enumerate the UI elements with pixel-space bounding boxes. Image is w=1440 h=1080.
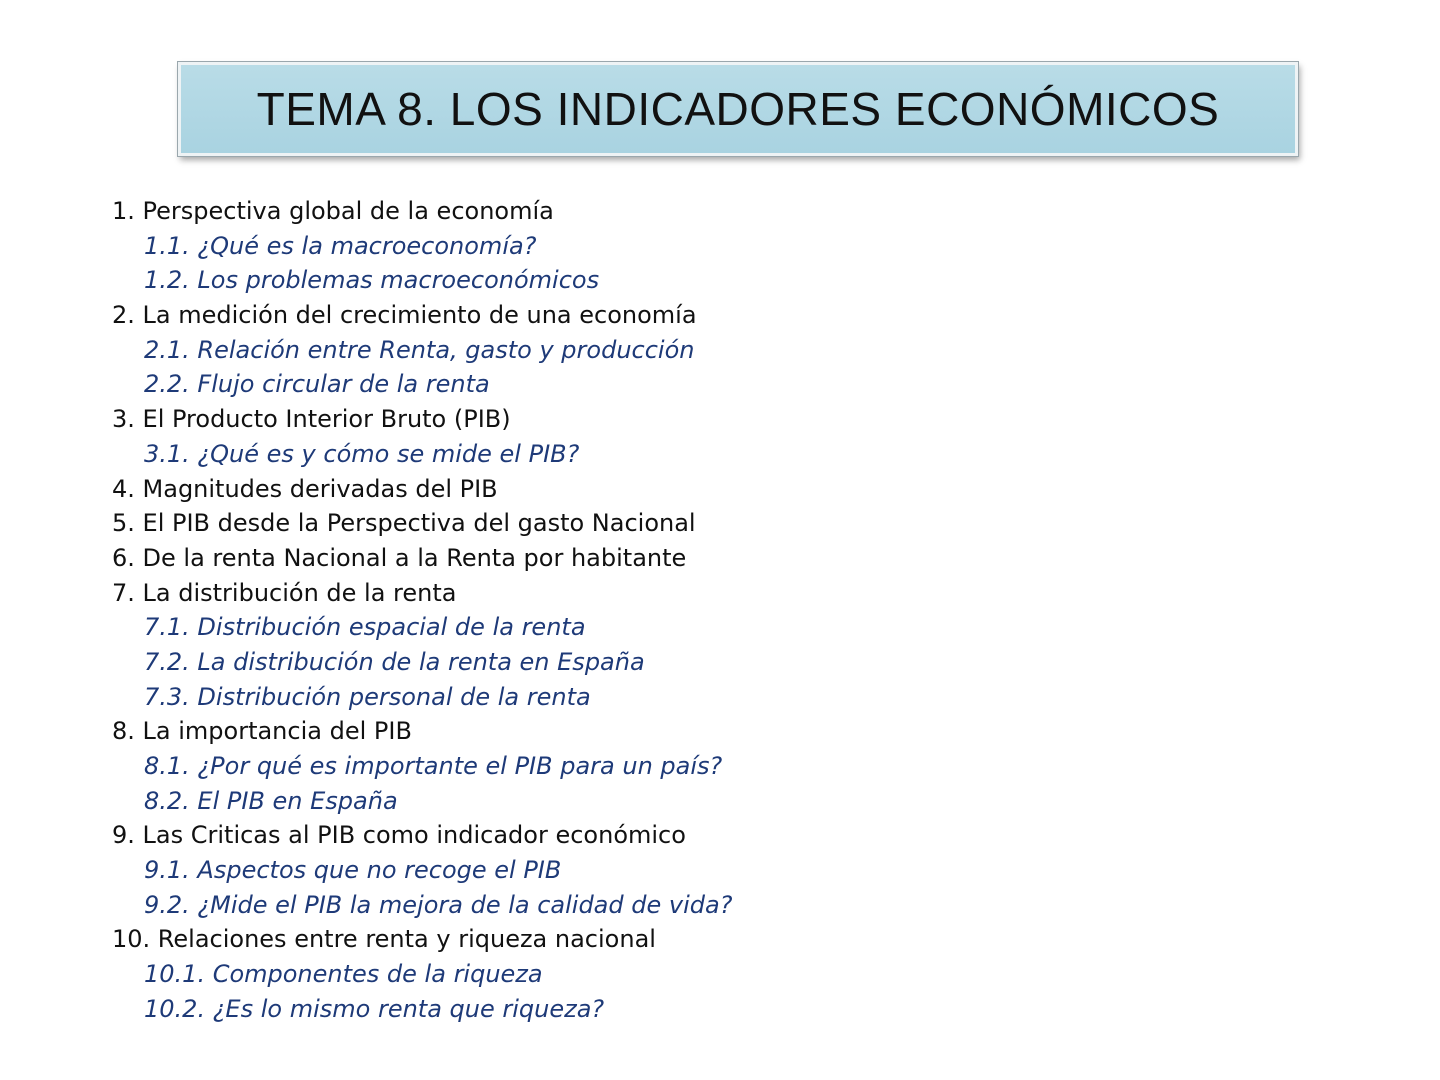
toc-section: 7. La distribución de la renta [112, 578, 457, 607]
toc-subsection: 9.1. Aspectos que no recoge el PIB [144, 856, 562, 885]
page-title: TEMA 8. LOS INDICADORES ECONÓMICOS [256, 83, 1220, 135]
table-of-contents [112, 194, 1012, 1027]
toc-section: 3. El Producto Interior Bruto (PIB) [112, 405, 511, 434]
toc-subsection: 7.1. Distribución espacial de la renta [144, 613, 586, 642]
toc-section: 5. El PIB desde la Perspectiva del gasto Nacional [112, 509, 696, 538]
toc-section: 1. Perspectiva global de la economía [112, 197, 554, 225]
toc-subsection: 8.1. ¿Por qué es importante el PIB para un país? [144, 752, 723, 780]
toc-section: 2. La medición del crecimiento de una economía [112, 301, 697, 330]
toc-section: 6. De la renta Nacional a la Renta por habitante [112, 543, 687, 572]
toc-subsection: 1.2. Los problemas macroeconómicos [144, 266, 600, 295]
toc-section: 9. Las Criticas al PIB como indicador económico [112, 821, 686, 850]
toc-section: 8. La importancia del PIB [112, 717, 412, 746]
toc-subsection: 8.2. El PIB en España [144, 786, 398, 815]
toc-subsection: 2.2. Flujo circular de la renta [144, 370, 490, 399]
toc-subsection: 9.2. ¿Mide el PIB la mejora de la calidad de vida? [144, 890, 733, 919]
toc-subsection: 10.2. ¿Es lo mismo renta que riqueza? [144, 994, 605, 1023]
toc-section: 4. Magnitudes derivadas del PIB [112, 474, 498, 503]
toc-subsection: 2.1. Relación entre Renta, gasto y producción [144, 335, 695, 364]
toc-subsection: 10.1. Componentes de la riqueza [144, 960, 543, 989]
title-banner [178, 62, 1298, 156]
toc-subsection: 7.2. La distribución de la renta en España [144, 647, 645, 676]
toc-section: 10. Relaciones entre renta y riqueza nacional [112, 925, 656, 954]
toc-subsection: 3.1. ¿Qué es y cómo se mide el PIB? [144, 439, 580, 468]
toc-subsection: 1.1. ¿Qué es la macroeconomía? [144, 231, 537, 260]
toc-subsection: 7.3. Distribución personal de la renta [144, 682, 591, 711]
